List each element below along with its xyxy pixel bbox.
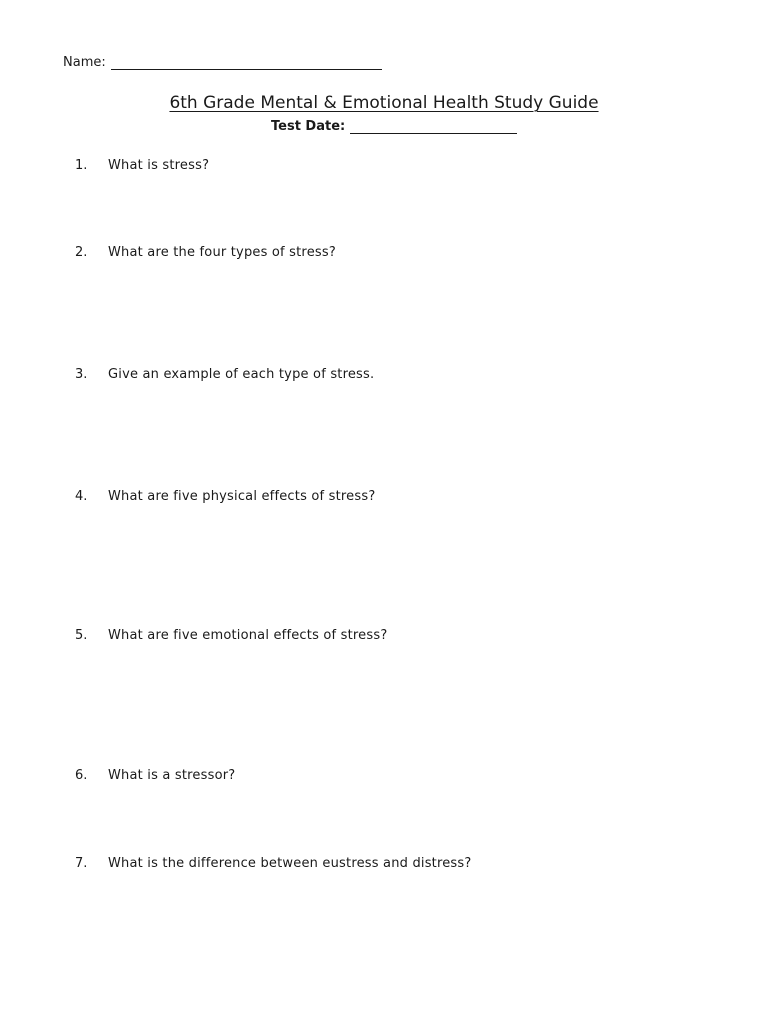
page-title	[0, 93, 768, 113]
question-2	[0, 245, 768, 263]
name-label: Name:	[63, 55, 106, 70]
question-6	[0, 768, 768, 786]
question-7	[0, 856, 768, 874]
question-text: What are five emotional effects of stress?	[108, 628, 388, 643]
test-date-label: Test Date:	[271, 119, 346, 134]
page-title-text: 6th Grade Mental & Emotional Health Study Guide	[169, 93, 599, 113]
question-number: 2.	[75, 245, 88, 260]
test-date-field	[271, 119, 517, 134]
question-text: What are the four types of stress?	[108, 245, 336, 260]
question-3	[0, 367, 768, 385]
test-date-blank-line[interactable]	[350, 119, 517, 134]
name-field	[63, 55, 382, 70]
question-text: Give an example of each type of stress.	[108, 367, 375, 382]
question-4	[0, 489, 768, 507]
question-1	[0, 158, 768, 176]
question-number: 5.	[75, 628, 88, 643]
question-number: 1.	[75, 158, 88, 173]
question-text: What are five physical effects of stress?	[108, 489, 376, 504]
name-blank-line[interactable]	[111, 55, 382, 70]
question-number: 4.	[75, 489, 88, 504]
question-number: 3.	[75, 367, 88, 382]
question-text: What is the difference between eustress and distress?	[108, 856, 472, 871]
question-text: What is a stressor?	[108, 768, 236, 783]
question-text: What is stress?	[108, 158, 210, 173]
question-number: 6.	[75, 768, 88, 783]
question-5	[0, 628, 768, 646]
question-number: 7.	[75, 856, 88, 871]
